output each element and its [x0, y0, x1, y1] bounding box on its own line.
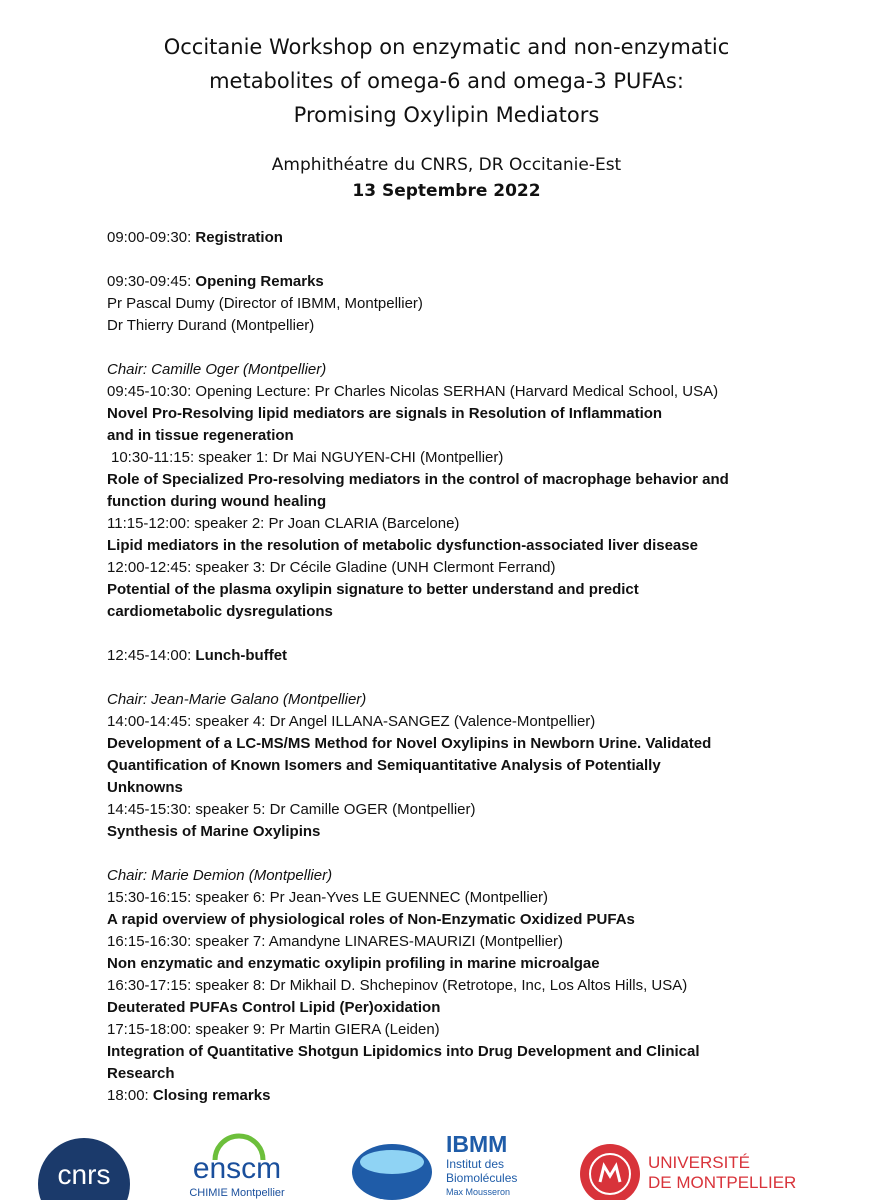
lunch-label: Lunch-buffet — [195, 647, 288, 664]
talk-line: 15:30-16:15: speaker 6: Pr Jean-Yves LE GUENNEC (Montpellier) — [107, 889, 549, 906]
title-line-3: Promising Oxylipin Mediators — [293, 103, 600, 127]
talk-title: Novel Pro-Resolving lipid mediators are signals in Resolution of Inflammation — [107, 405, 663, 422]
closing-item — [107, 1085, 777, 1107]
closing-label: Closing remarks — [152, 1087, 271, 1104]
talk-title: Synthesis of Marine Oxylipins — [107, 823, 321, 840]
talk-line: 11:15-12:00: speaker 2: Pr Joan CLARIA (Barcelone) — [107, 515, 460, 532]
talk-line: 09:45-10:30: Opening Lecture: Pr Charles Nicolas SERHAN (Harvard Medical School, USA) — [107, 383, 719, 400]
talk-title: and in tissue regeneration — [107, 427, 294, 444]
session-2-chair: Chair: Jean-Marie Galano (Montpellier) — [107, 691, 367, 708]
venue: Amphithéatre du CNRS, DR Occitanie-Est — [271, 155, 622, 175]
session-3-chair: Chair: Marie Demion (Montpellier) — [107, 867, 333, 884]
talk-title: Research — [107, 1065, 175, 1082]
talk-title: Unknowns — [107, 779, 183, 796]
event-date: 13 Septembre 2022 — [352, 181, 541, 201]
registration-item — [107, 227, 777, 249]
opening-speaker-2: Dr Thierry Durand (Montpellier) — [107, 317, 315, 334]
talk-title: Non enzymatic and enzymatic oxylipin profiling in marine microalgae — [107, 955, 600, 972]
um-logo — [578, 1142, 797, 1200]
opening-item — [107, 271, 777, 293]
talk-title: A rapid overview of physiological roles of Non-Enzymatic Oxidized PUFAs — [107, 911, 635, 928]
ibmm-logo-text: IBMM — [446, 1131, 508, 1157]
talk-line: 16:15-16:30: speaker 7: Amandyne LINARES-MAURIZI (Montpellier) — [107, 933, 564, 950]
lunch-time: 12:45-14:00: — [107, 647, 196, 664]
title-line-2: metabolites of omega-6 and omega-3 PUFAs: — [209, 69, 684, 93]
talk-title: Lipid mediators in the resolution of metabolic dysfunction-associated liver disease — [107, 537, 698, 554]
workshop-title — [0, 30, 893, 132]
um-logo-text-1: UNIVERSITÉ — [648, 1153, 751, 1172]
talk-title: Development of a LC-MS/MS Method for Novel Oxylipins in Newborn Urine. Validated — [107, 735, 712, 752]
opening-time: 09:30-09:45: — [107, 273, 196, 290]
ibmm-logo-sub-2: Biomolécules — [446, 1171, 518, 1185]
opening-label: Opening Remarks — [195, 273, 324, 290]
lunch-item — [107, 645, 777, 667]
um-logo-text-2: DE MONTPELLIER — [648, 1173, 797, 1192]
ibmm-logo — [350, 1132, 530, 1200]
enscm-logo-subtext: CHIMIE Montpellier — [189, 1187, 285, 1199]
closing-time: 18:00: — [107, 1087, 153, 1104]
talk-line: 14:00-14:45: speaker 4: Dr Angel ILLANA-SANGEZ (Valence-Montpellier) — [107, 713, 596, 730]
talk-title: Quantification of Known Isomers and Semiquantitative Analysis of Potentially — [107, 757, 661, 774]
venue-block — [0, 152, 893, 204]
sponsor-logos — [0, 1128, 893, 1200]
enscm-logo — [170, 1132, 305, 1200]
talk-title: Integration of Quantitative Shotgun Lipidomics into Drug Development and Clinical — [107, 1043, 700, 1060]
cnrs-logo-text: cnrs — [57, 1159, 111, 1190]
registration-time: 09:00-09:30: — [107, 229, 196, 246]
talk-line: 17:15-18:00: speaker 9: Pr Martin GIERA (Leiden) — [107, 1021, 440, 1038]
talk-line: 12:00-12:45: speaker 3: Dr Cécile Gladine (UNH Clermont Ferrand) — [107, 559, 556, 576]
talk-title: Deuterated PUFAs Control Lipid (Per)oxidation — [107, 999, 441, 1016]
registration-label: Registration — [195, 229, 283, 246]
session-1-chair: Chair: Camille Oger (Montpellier) — [107, 361, 327, 378]
talk-title: Potential of the plasma oxylipin signature to better understand and predict — [107, 581, 639, 598]
enscm-logo-text: enscm — [192, 1152, 282, 1185]
talk-title: cardiometabolic dysregulations — [107, 603, 333, 620]
title-line-1: Occitanie Workshop on enzymatic and non-enzymatic — [163, 35, 730, 59]
ibmm-logo-sub-1: Institut des — [446, 1157, 505, 1171]
ibmm-logo-sub-3: Max Mousseron — [446, 1187, 511, 1197]
opening-speaker-1: Pr Pascal Dumy (Director of IBMM, Montpellier) — [107, 295, 423, 312]
talk-title: Role of Specialized Pro-resolving mediators in the control of macrophage behavior and — [107, 471, 729, 488]
talk-line: 16:30-17:15: speaker 8: Dr Mikhail D. Shchepinov (Retrotope, Inc, Los Altos Hills, USA) — [107, 977, 688, 994]
cnrs-logo — [38, 1138, 130, 1200]
talk-title: function during wound healing — [107, 493, 327, 510]
talk-line: 10:30-11:15: speaker 1: Dr Mai NGUYEN-CHI (Montpellier) — [111, 449, 504, 466]
program — [107, 227, 777, 1107]
talk-line: 14:45-15:30: speaker 5: Dr Camille OGER (Montpellier) — [107, 801, 476, 818]
